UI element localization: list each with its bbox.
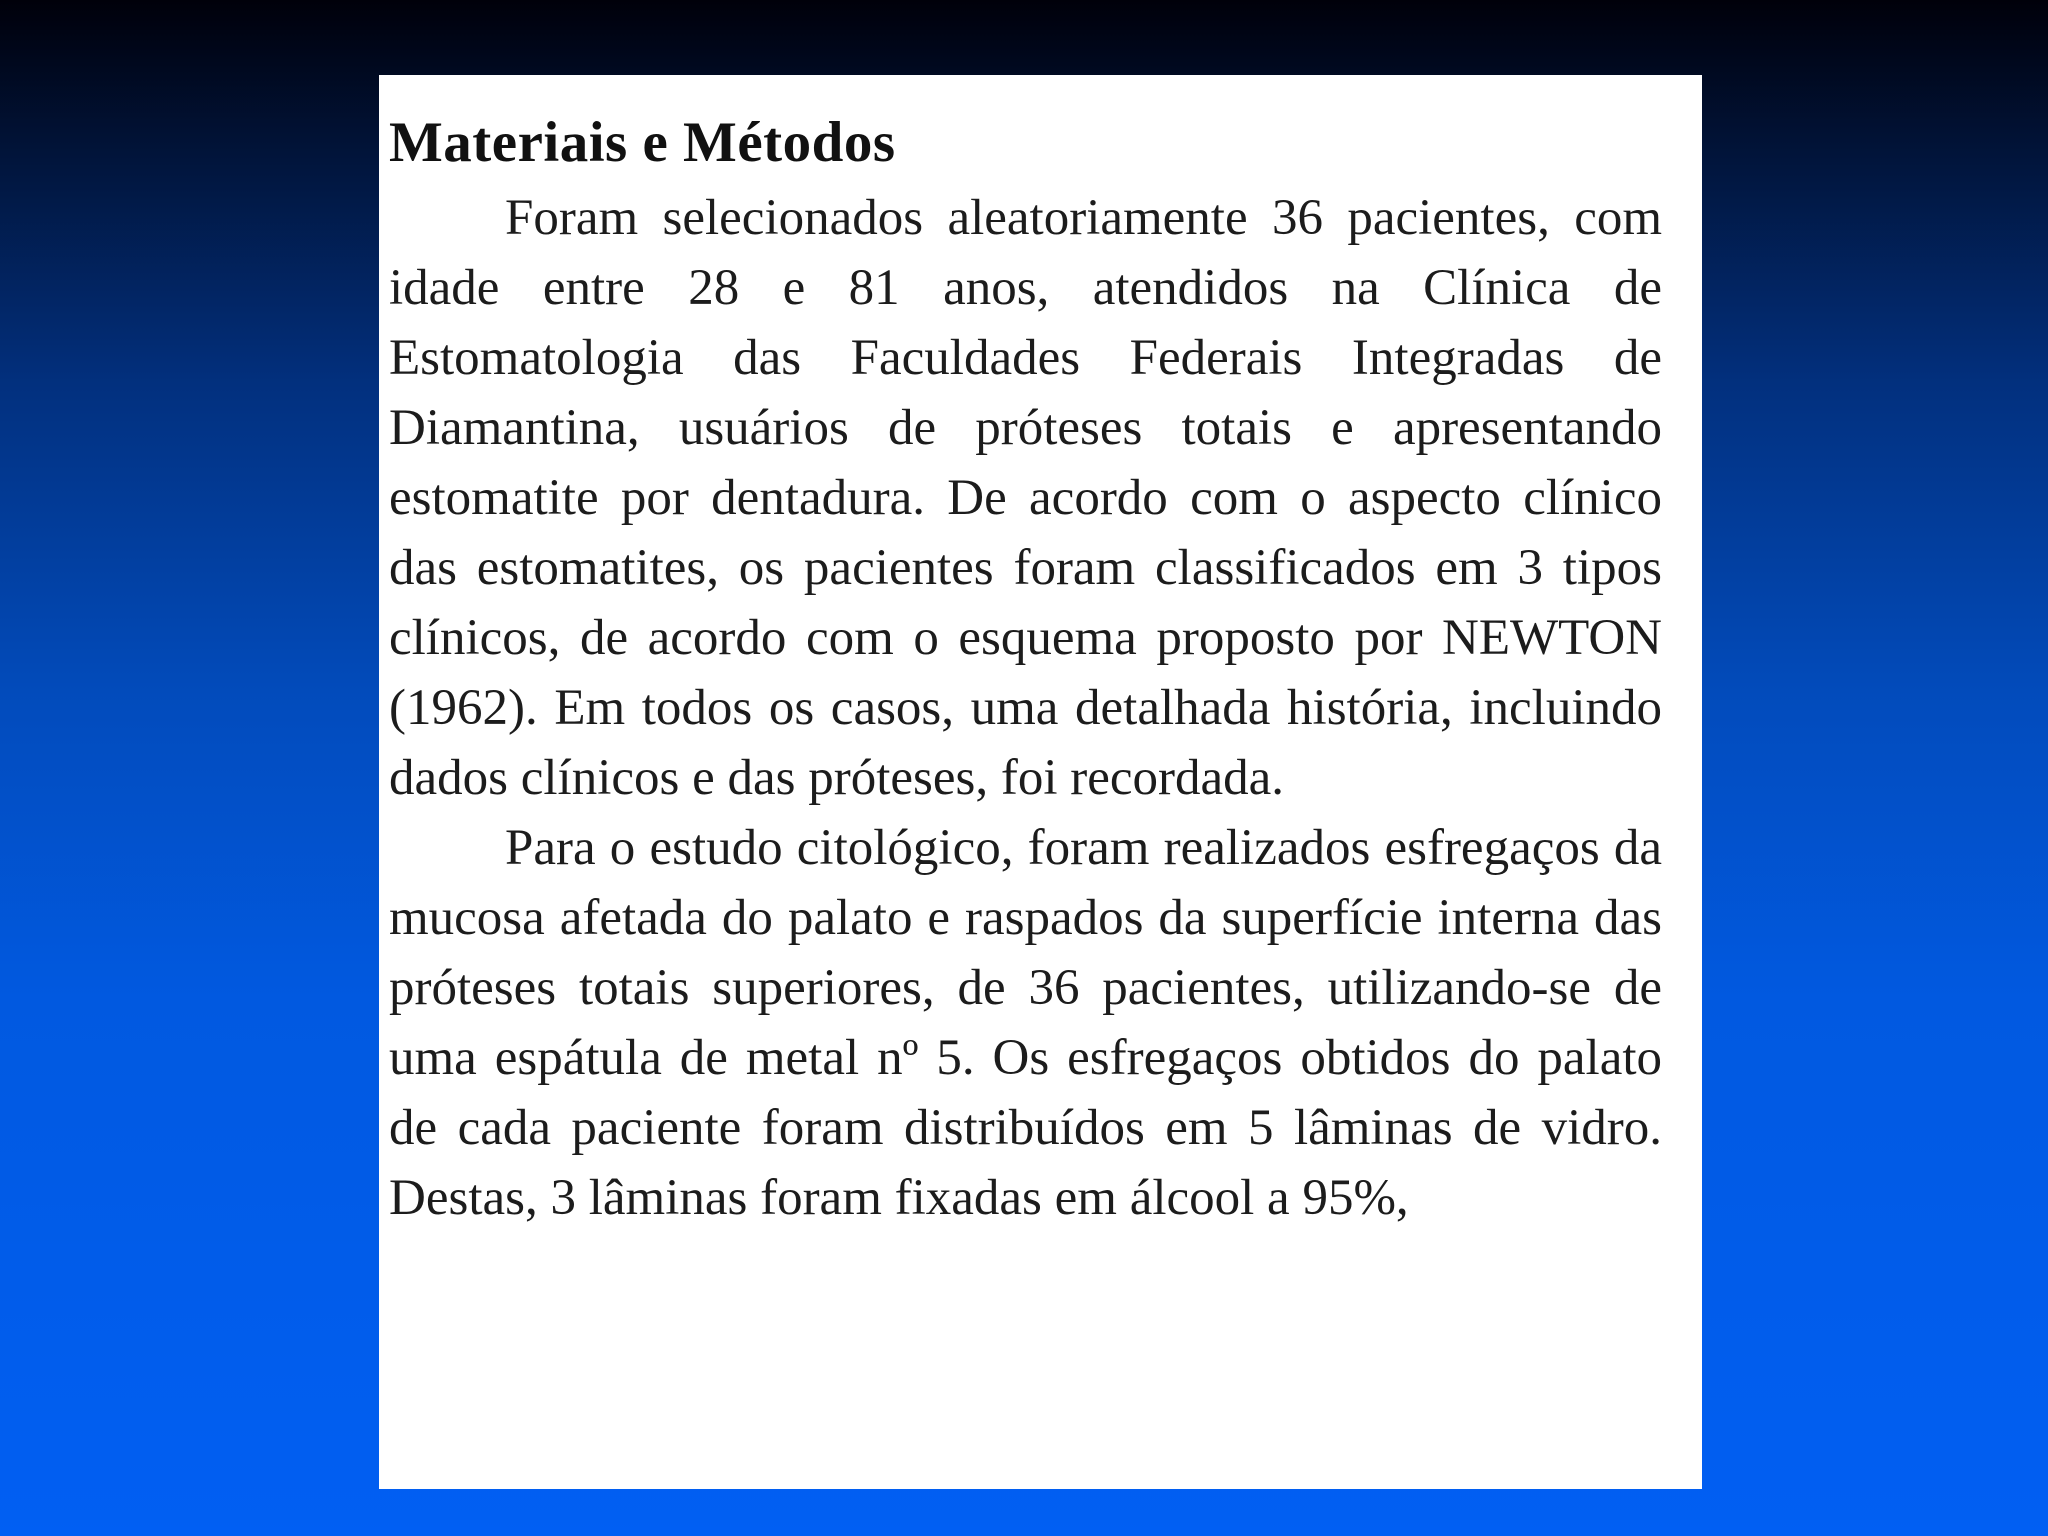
document-panel [379, 75, 1702, 1489]
paragraph-2: Para o estudo citológico, foram realizados esfregaços da mucosa afetada do palato e raspados da superfície interna das próteses totais superiores, de 36 pacientes, utilizando-se de uma espátula de metal nº 5. Os esfregaços obtidos do palato de cada paciente foram distribuídos em 5 lâminas de vidro. Destas, 3 lâminas foram fixadas em álcool a 95%, [389, 820, 1662, 1226]
paragraph-1: Foram selecionados aleatoriamente 36 pacientes, com idade entre 28 e 81 anos, atendidos na Clínica de Estomatologia das Faculdades Federais Integradas de Diamantina, usuários de próteses totais e apresentando estomatite por dentadura. De acordo com o aspecto clínico das estomatites, os pacientes foram classificados em 3 tipos clínicos, de acordo com o esquema proposto por NEWTON (1962). Em todos os casos, uma detalhada história, incluindo dados clínicos e das próteses, foi recordada. [389, 190, 1662, 806]
document-heading: Materiais e Métodos [389, 111, 896, 174]
